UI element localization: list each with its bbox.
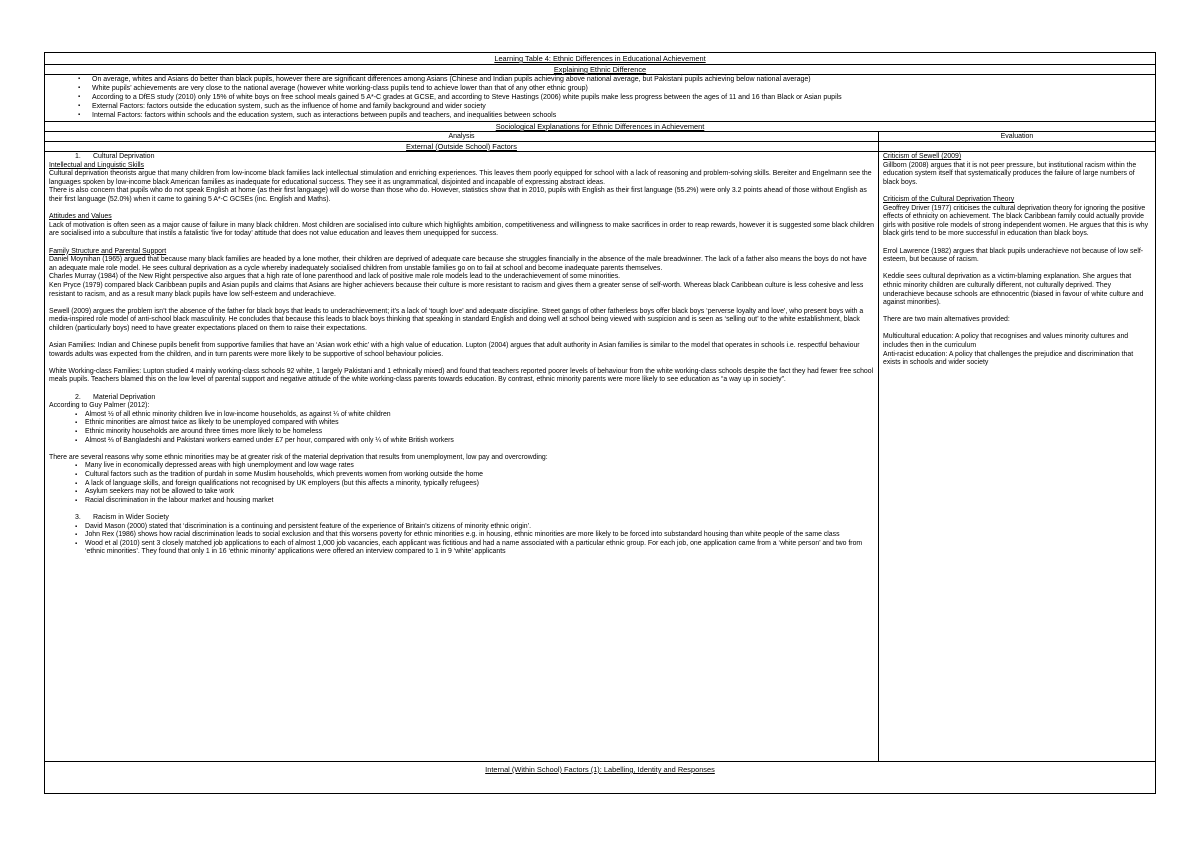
list-item: ▪ Ethnic minority households are around three times more likely to be homeless	[49, 428, 874, 437]
sociological-header: Sociological Explanations for Ethnic Differences in Achievement	[45, 122, 1155, 132]
paragraph: Charles Murray (1984) of the New Right perspective also argues that a high rate of lone parenthood and lack of positive male role models lead to the underachievement of some minorities.	[49, 273, 621, 281]
explaining-bullets	[45, 75, 1155, 121]
internal-header: Internal (Within School) Factors (1): Labelling, Identity and Responses	[485, 765, 715, 774]
list-item: ▪ Wood et al (2010) sent 3 closely matched job applications to each of almost 1,000 job vacancies, each applicant was fictitious and had a name associated with a particular ethnic group. For each job, one application came from a ‘white person’ and two from ‘ethnic minorities’. They found that only 1 in 16 ‘ethnic minority’ applications were offered an interview compared to 1 in 9 ‘white’ applicants	[49, 540, 874, 557]
list-item: ▪ A lack of language skills, and foreign qualifications not recognised by UK employers (but this affects a minority, typically refugees)	[49, 480, 874, 489]
subheading-intellectual: Intellectual and Linguistic Skills	[49, 161, 144, 169]
paragraph: According to Guy Palmer (2012):	[49, 402, 150, 410]
paragraph: There are two main alternatives provided:	[883, 316, 1010, 324]
paragraph: Cultural deprivation theorists argue that many children from low-income black families lack intellectual stimulation and enriching experiences. This leaves them poorly equipped for school with a lack of reasoning and problem-solving skills. Bereiter and Engelmann see the languages spoken by low-income black American families as inadequate for educational success. They see it as ungrammatical, disjointed and incapable of expressing abstract ideas.	[49, 170, 872, 186]
paragraph: Multicultural education: A policy that recognises and values minority cultures and includes then in the curriculum	[883, 333, 1129, 350]
content-area	[45, 152, 1155, 762]
external-header-row	[45, 142, 1155, 152]
list-item: ▪ Almost ⅔ of Bangladeshi and Pakistani workers earned under £7 per hour, compared with only ¼ of white British workers	[49, 437, 874, 446]
list-item: ▪ Many live in economically depressed areas with high unemployment and low wage rates	[49, 462, 874, 471]
list-item: ▪ Cultural factors such as the tradition of purdah in some Muslim households, which prevents women from working outside the home	[49, 471, 874, 480]
list-item: ▪ According to a DfES study (2010) only 15% of white boys on free school meals gained 5 A*-C grades at GCSE, and according to Steve Hastings (2006) white pupils make less progress between the ages of 11 and 16 than Black or Asian pupils	[45, 93, 1155, 102]
paragraph: Anti-racist education: A policy that challenges the prejudice and discrimination that exists in schools and wider society	[883, 350, 1134, 367]
analysis-column	[45, 152, 879, 761]
section-heading-racism: 3. Racism in Wider Society	[75, 513, 169, 521]
paragraph: Sewell (2009) argues the problem isn’t the absence of the father for black boys that leads to underachievement; it’s a lack of ‘tough love’ and adequate discipline. Street gangs of other fatherless boys offer black boys ‘perverse loyalty and love’, who present boys with a media-inspired role model of anti-school black masculinity. He concludes that because this leads to black boys thinking that speaking in standard English and doing well at school being viewed with suspicion and is seen as ‘selling out’ to the white establishment, black children (particularly boys) need to have greater expectations placed on them to raise their expectations.	[49, 307, 864, 332]
explaining-section	[45, 75, 1155, 122]
section-heading-cultural-deprivation: 1. Cultural Deprivation	[75, 153, 155, 160]
list-item: ▪ Almost ½ of all ethnic minority children live in low-income households, as against ¼ of white children	[49, 411, 874, 420]
paragraph: Gillborn (2008) argues that it is not peer pressure, but institutional racism within the education system itself that systematically produces the failure of large numbers of black boys.	[883, 161, 1137, 186]
list-item: ▪ Ethnic minorities are almost twice as likely to be unemployed compared with whites	[49, 419, 874, 428]
subheading-attitudes: Attitudes and Values	[49, 213, 112, 221]
list-item: ▪ On average, whites and Asians do better than black pupils, however there are significant differences among Asians (Chinese and Indian pupils achieving above national average, but Pakistani pupils achieving below national average)	[45, 75, 1155, 84]
list-item: ▪ Racial discrimination in the labour market and housing market	[49, 497, 874, 506]
learning-table	[44, 52, 1156, 794]
subheading-family: Family Structure and Parental Support	[49, 247, 167, 255]
list-item: ▪ John Rex (1986) shows how racial discrimination leads to social exclusion and that this worsens poverty for ethnic minorities e.g. in housing, ethnic minorities are more likely to be forced into substandard housing than white people of the same class	[49, 531, 874, 540]
list-item: ▪ Internal Factors: factors within schools and the education system, such as interactions between pupils and teachers, and inequalities between schools	[45, 111, 1155, 120]
racism-list	[49, 523, 874, 557]
section-heading-material-deprivation: 2. Material Deprivation	[75, 393, 156, 401]
paragraph: Lack of motivation is often seen as a major cause of failure in many black children. Most children are socialised into culture which highlights ambition, competitiveness and willingness to make sacrifices in order to reap rewards, however it is suggested some black children are socialised into a subculture that instils a fatalistic ‘live for today’ attitude that does not value education and leaves them unequipped for success.	[49, 221, 874, 238]
list-item: ▪ White pupils’ achievements are very close to the national average (however white working-class pupils tend to achieve lower than that of any other ethnic group)	[45, 84, 1155, 93]
subheading-sewell-criticism: Criticism of Sewell (2009)	[883, 153, 962, 160]
table-title: Learning Table 4: Ethnic Differences in Educational Achievement	[45, 53, 1155, 65]
subheading-cd-criticism: Criticism of the Cultural Deprivation Theory	[883, 195, 1015, 203]
paragraph: There is also concern that pupils who do not speak English at home (as their first language) will do worse than those who do. However, statistics show that in 2010, pupils with English as their first language (55.2%) were only 3.2 points ahead of those without English as their first language (52.0%) when it came to gaining 5 A*-C GCSEs (inc. English and Maths).	[49, 187, 867, 203]
external-header: External (Outside School) Factors	[45, 142, 879, 151]
list-item: ▪ External Factors: factors outside the education system, such as the influence of home and family background and wider society	[45, 102, 1155, 111]
palmer-stats-list	[49, 411, 874, 445]
explaining-header: Explaining Ethnic Difference	[45, 65, 1155, 75]
paragraph: Daniel Moynihan (1965) argued that because many black families are headed by a lone mother, their children are deprived of adequate care because she struggles financially in the absence of the male breadwinner. The lack of a father also means the boys do not have an adequate male role model. He sees cultural deprivation as a cycle whereby inadequately socialised children from unstable families go on to fail at school and become inadequate parents themselves.	[49, 256, 867, 272]
paragraph: White Working-class Families: Lupton studied 4 mainly working-class schools 92 white, 1 largely Pakistani and 1 ethnically mixed) and found that teachers reported poorer levels of behaviour from the white working-class schools despite the fact they had fewer free school meals pupils. Teachers blamed this on the low level of parental support and negative attitude of the white working-class parents towards education. By contrast, ethnic minority parents were more likely to see education as “a way up in society”.	[49, 367, 874, 384]
paragraph: Ken Pryce (1979) compared black Caribbean pupils and Asian pupils and claims that Asians are higher achievers because their culture is more resistant to racism and gives them a greater sense of self-worth. Whereas black Caribbean culture is less cohesive and less resistant to racism, and as a result many black pupils have low self-esteem and underachieve.	[49, 281, 864, 298]
evaluation-heading: Evaluation	[1000, 133, 1034, 140]
paragraph: Errol Lawrence (1982) argues that black pupils underachieve not because of low self-esteem, but because of racism.	[883, 247, 1144, 264]
paragraph: Geoffrey Driver (1977) criticises the cultural deprivation theory for ignoring the positive effects of ethnicity on achievement. The black Caribbean family could actually provide girls with positive role models of strong independent women. He argues that this is why black girls tend to be more successful in education than black boys.	[883, 204, 1149, 238]
analysis-heading: Analysis	[45, 132, 879, 141]
paragraph: Asian Families: Indian and Chinese pupils benefit from supportive families that have an ‘Asian work ethic’ with a high value of education. Lupton (2004) argues that adult authority in Asian families is similar to the model that operates in schools i.e. respectful behaviour towards adults was expected from the children, and in turn parents were more likely to be supportive of school behaviour policies.	[49, 342, 860, 358]
evaluation-column	[879, 152, 1155, 761]
column-headers	[45, 132, 1155, 142]
reasons-list	[49, 462, 874, 505]
list-item: ▪ Asylum seekers may not be allowed to take work	[49, 488, 874, 497]
paragraph: Keddie sees cultural deprivation as a victim-blaming explanation. She argues that ethnic minority children are culturally different, not culturally deprived. They underachieve because schools are ethnocentric (biased in favour of white culture and against minorities).	[883, 273, 1144, 307]
paragraph: There are several reasons why some ethnic minorities may be at greater risk of the material deprivation that results from unemployment, low pay and overcrowding:	[49, 453, 548, 461]
list-item: ▪ David Mason (2000) stated that ‘discrimination is a continuing and persistent feature of the experience of Britain’s citizens of minority ethnic origin’.	[49, 523, 874, 532]
